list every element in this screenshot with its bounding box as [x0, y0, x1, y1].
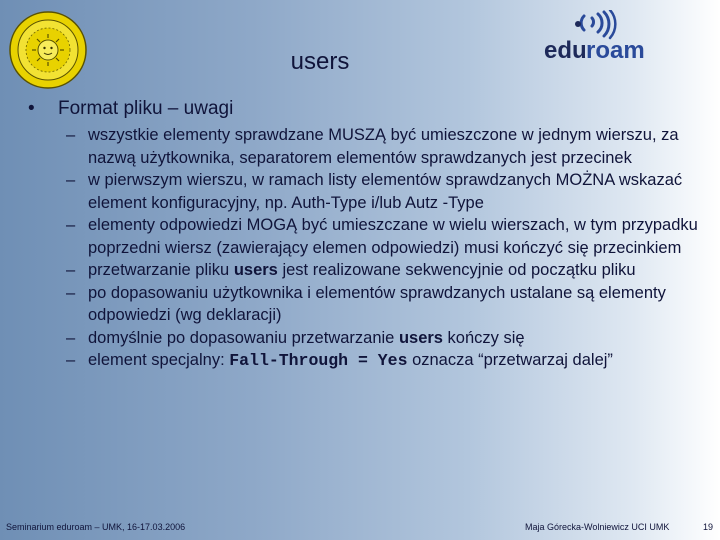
- page-number: 19: [703, 522, 714, 532]
- dash-symbol: –: [66, 283, 76, 302]
- sub-bullet: [28, 214, 698, 259]
- dash-symbol: –: [66, 328, 76, 347]
- dash-symbol: –: [66, 351, 76, 369]
- sub-bullet-bold-users: users: [233, 261, 278, 279]
- sub-bullet-text: wszystkie elementy sprawdzane MUSZĄ być umieszczone w jednym wierszu, za nazwą użytkownika, separatorem elementów sprawdzanych jest przecinek: [88, 126, 679, 167]
- sub-bullet: [28, 327, 698, 350]
- footer-author: Maja Górecka-Wolniewicz UCI UMK: [525, 522, 670, 532]
- sub-bullet-text-post: oznacza “przetwarzaj dalej”: [407, 351, 613, 369]
- sub-bullet-text-pre: przetwarzanie pliku: [88, 261, 234, 279]
- slide-content: [28, 96, 698, 373]
- sub-bullet: [28, 259, 698, 282]
- sub-bullet-bold-users: users: [398, 328, 443, 347]
- sub-bullet-code: Fall-Through = Yes: [229, 351, 408, 370]
- sub-bullet: [28, 124, 698, 169]
- sub-bullet-text-pre: element specjalny:: [88, 351, 230, 369]
- footer-left: Seminarium eduroam – UMK, 16-17.03.2006: [6, 522, 186, 532]
- sub-bullet-text-post: kończy się: [442, 328, 525, 347]
- sub-bullet-text: po dopasowaniu użytkownika i elementów sprawdzanych ustalane są elementy odpowiedzi (wg deklaracji): [88, 283, 666, 324]
- dash-symbol: –: [66, 261, 76, 279]
- sub-bullet-text-pre: domyślnie po dopasowaniu przetwarzanie: [88, 328, 399, 347]
- bullet-main-text: Format pliku – uwagi: [58, 98, 234, 119]
- sub-bullet: [28, 282, 698, 327]
- sub-bullet: [28, 169, 698, 214]
- sub-bullet-text: elementy odpowiedzi MOGĄ być umieszczane w wielu wierszach, w tym przypadku poprzedni wiersz (zawierający elemen odpowiedzi) musi kończyć się przecinkiem: [88, 216, 698, 257]
- sub-bullet-text: w pierwszym wierszu, w ramach listy elementów sprawdzanych MOŻNA wskazać element konfiguracyjny, np. Auth-Type i/lub Autz -Type: [88, 171, 683, 212]
- dash-symbol: –: [66, 171, 76, 189]
- bullet-main: [28, 96, 698, 122]
- dash-symbol: –: [66, 216, 76, 234]
- eduroam-logo-roam: roam: [586, 37, 645, 64]
- bullet-symbol: •: [28, 98, 35, 119]
- sub-bullet-text-post: jest realizowane sekwencyjnie od początku pliku: [277, 261, 636, 279]
- sub-bullet: [28, 349, 698, 373]
- eduroam-logo-edu: edu: [544, 37, 587, 64]
- eduroam-logo: [540, 10, 670, 68]
- dash-symbol: –: [66, 126, 76, 144]
- slide-title: users: [290, 48, 350, 75]
